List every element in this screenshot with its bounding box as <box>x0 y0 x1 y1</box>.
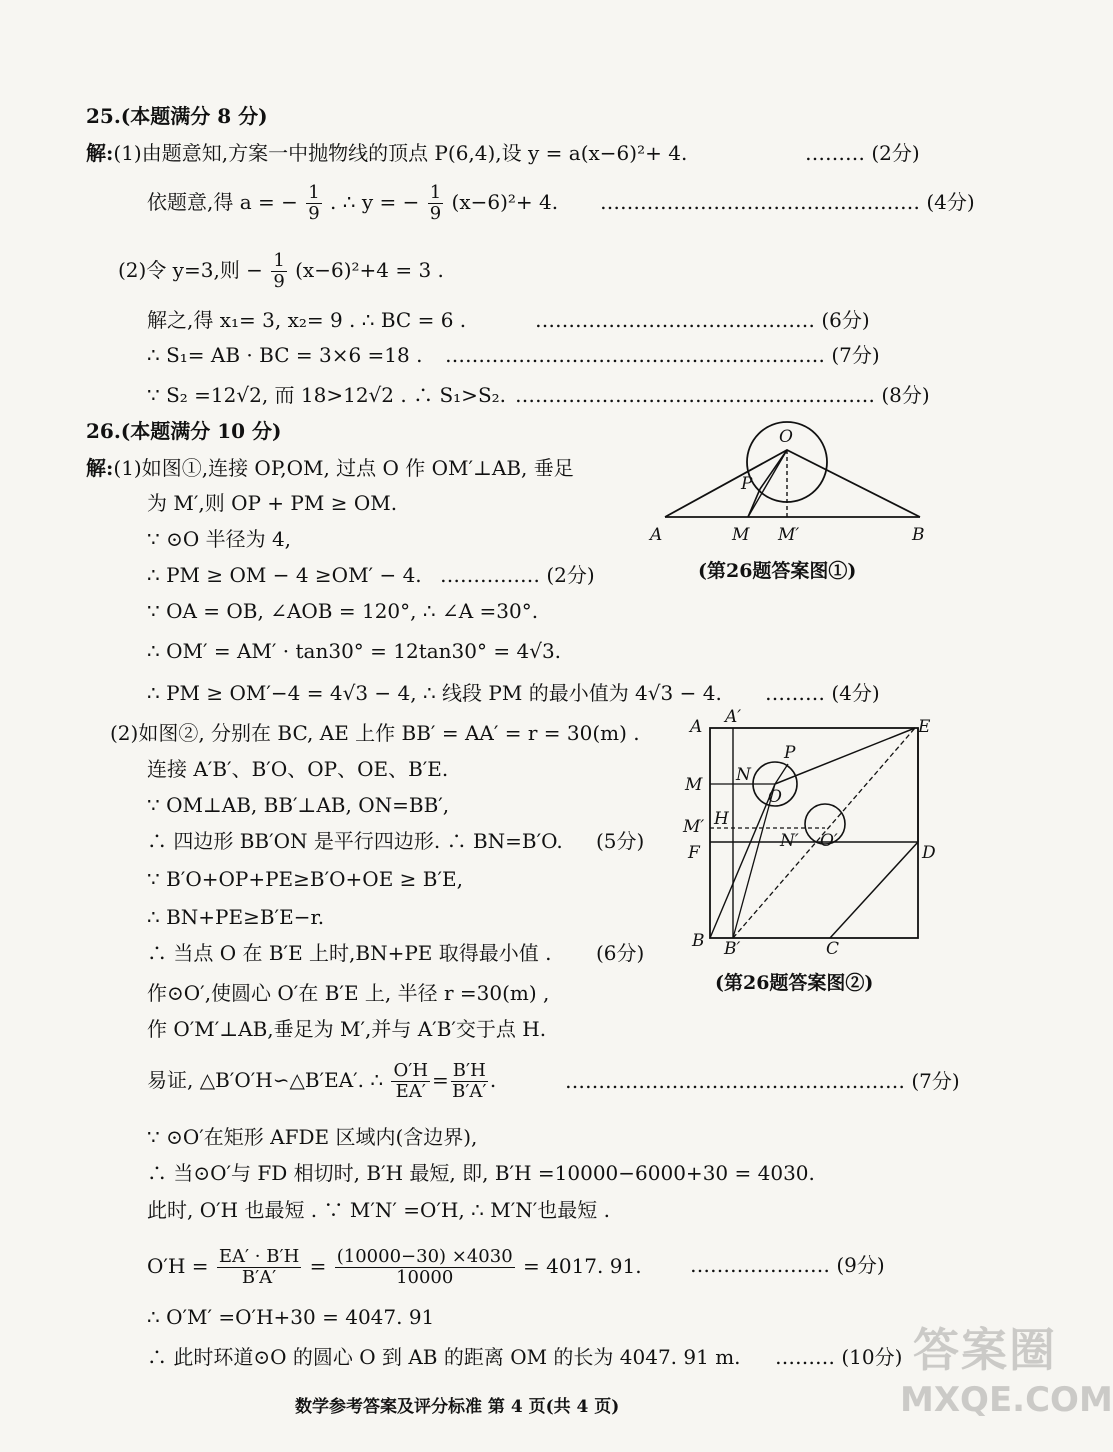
watermark <box>900 1320 1113 1440</box>
q25-score-2: ……… (2分) <box>805 141 920 165</box>
frac-numerator: 1 <box>429 182 442 203</box>
q25-line1-text: (1)由题意知,方案一中抛物线的顶点 P(6,4),设 y = a(x−6)²+ 4. <box>113 141 688 165</box>
q26-part2-line13: 此时, O′H 也最短 . ∵ M′N′ =O′H, ∴ M′N′也最短 . <box>147 1198 611 1222</box>
fraction-bh-over-ba <box>451 1061 488 1102</box>
q26-score-9: ………………… (9分) <box>690 1253 885 1277</box>
label-n-prime: N′ <box>780 831 799 851</box>
equals-sign: = <box>432 1068 449 1092</box>
q26-score-7: …………………………………………… (7分) <box>565 1069 960 1093</box>
frac-denominator: 9 <box>429 203 442 224</box>
figure-1-diagram <box>640 412 940 557</box>
label-b-prime: B′ <box>724 939 741 959</box>
frac-numerator: B′H <box>452 1060 486 1081</box>
label-o: O <box>768 787 782 807</box>
q26-part2-line10 <box>147 1058 496 1102</box>
q26-part2-line1: (2)如图②, 分别在 BC, AE 上作 BB′ = AA′ = r = 30(m) . <box>110 721 640 745</box>
label-a: A <box>690 717 703 737</box>
q26-part2-line16: ∴ 此时环道⊙O 的圆心 O 到 AB 的距离 OM 的长为 4047. 91 m. <box>147 1345 741 1369</box>
fraction-oh-over-ea <box>391 1061 430 1102</box>
segment-b-prime-o <box>733 784 775 938</box>
q25-line3 <box>118 248 444 292</box>
q25-score-8: ……………………………………………… (8分) <box>515 383 930 407</box>
equals-sign: = <box>309 1254 327 1278</box>
frac-numerator: O′H <box>393 1060 429 1081</box>
frac-denominator: B′A′ <box>452 1081 487 1102</box>
fraction-one-ninth <box>306 183 321 224</box>
solution-label: 解: <box>86 141 114 165</box>
q25-line1 <box>86 140 687 166</box>
label-b: B <box>692 931 705 951</box>
label-m: M <box>685 775 703 795</box>
q26-part2-line9: 作 O′M′⊥AB,垂足为 M′,并与 A′B′交于点 H. <box>147 1017 547 1041</box>
period: . <box>489 1068 497 1092</box>
frac-numerator: (10000−30) ×4030 <box>336 1246 513 1267</box>
q26-line14-lhs: O′H = <box>147 1254 209 1278</box>
frac-denominator: B′A′ <box>241 1267 277 1288</box>
fraction-numeric <box>335 1247 515 1288</box>
q26-score-2: …………… (2分) <box>440 563 595 587</box>
q26-part2-line14 <box>147 1242 642 1290</box>
q26-part2-line11: ∵ ⊙O′在矩形 AFDE 区域内(含边界), <box>147 1125 478 1149</box>
frac-denominator: 9 <box>308 203 320 224</box>
triangle-sides <box>665 450 920 517</box>
frac-denominator: EA′ <box>395 1081 426 1102</box>
label-m: M <box>732 525 750 545</box>
label-n: N <box>736 765 751 785</box>
solution-label: 解: <box>86 456 114 480</box>
page-footer: 数学参考答案及评分标准 第 4 页(共 4 页) <box>295 1397 620 1417</box>
q26-line6: ∴ OM′ = AM′ · tan30° = 12tan30° = 4√3. <box>147 639 562 663</box>
fraction-one-ninth <box>428 183 443 224</box>
segment-cd <box>830 842 918 938</box>
q25-line4: 解之,得 x₁= 3, x₂= 9 . ∴ BC = 6 . <box>147 308 467 332</box>
q26-part2-line4: ∴ 四边形 BB′ON 是平行四边形. ∴ BN=B′O. <box>147 829 563 853</box>
frac-denominator: 9 <box>273 271 285 292</box>
q25-score-4: ………………………………………… (4分) <box>600 190 975 214</box>
q26-line4: ∴ PM ≥ OM − 4 ≥OM′ − 4. <box>147 563 422 587</box>
label-e: E <box>918 717 931 737</box>
q25-line6: ∵ S₂ =12√2, 而 18>12√2 . ∴ S₁>S₂. <box>147 383 507 407</box>
label-c: C <box>826 939 840 959</box>
q26-part2-line2: 连接 A′B′、B′O、OP、OE、B′E. <box>147 757 449 781</box>
label-m-prime: M′ <box>683 817 705 837</box>
figure-1-caption: (第26题答案图①) <box>698 560 857 582</box>
label-d: D <box>922 843 936 863</box>
q25-header: 25.(本题满分 8 分) <box>86 104 268 128</box>
frac-numerator: 1 <box>273 250 285 271</box>
segment-bn <box>710 784 775 938</box>
q26-header: 26.(本题满分 10 分) <box>86 419 282 443</box>
label-o: O <box>779 427 793 447</box>
frac-numerator: 1 <box>308 182 320 203</box>
q25-score-6: …………………………………… (6分) <box>535 308 870 332</box>
q25-line3-part-b: (x−6)²+4 = 3 . <box>295 258 444 282</box>
q25-line2-part-b: . ∴ y = − <box>330 190 420 214</box>
q26-line10-text: 易证, △B′O′H∽△B′EA′. ∴ <box>147 1068 384 1092</box>
q25-line5: ∴ S₁= AB · BC = 3×6 =18 . <box>147 343 423 367</box>
frac-denominator: 10000 <box>396 1267 454 1288</box>
q26-line1-text: (1)如图①,连接 OP,OM, 过点 O 作 OM′⊥AB, 垂足 <box>113 456 574 480</box>
q26-part2-line5: ∵ B′O+OP+PE≥B′O+OE ≥ B′E, <box>147 867 463 891</box>
label-p: P <box>784 743 796 763</box>
label-m-prime: M′ <box>778 525 800 545</box>
q25-line2-part-c: (x−6)²+ 4. <box>451 190 559 214</box>
q26-score-5: (5分) <box>596 829 645 853</box>
q26-part2-line12: ∴ 当⊙O′与 FD 相切时, B′H 最短, 即, B′H =10000−6000+30 = 4030. <box>147 1161 815 1185</box>
q26-part2-line6: ∴ BN+PE≥B′E−r. <box>147 905 325 929</box>
label-f: F <box>688 843 700 863</box>
watermark-logo-text: 答案圈 <box>913 1323 1057 1377</box>
q26-score-4: ……… (4分) <box>765 681 880 705</box>
q26-score-10: ……… (10分) <box>775 1345 903 1369</box>
label-b: B <box>912 525 925 545</box>
q26-part2-line8: 作⊙O′,使圆心 O′在 B′E 上, 半径 r =30(m) , <box>147 981 550 1005</box>
q26-part2-line7: ∴ 当点 O 在 B′E 上时,BN+PE 取得最小值 . <box>147 941 552 965</box>
fraction-ea-bh-over-ba <box>217 1247 301 1288</box>
q26-line1 <box>86 455 574 481</box>
q26-line7: ∴ PM ≥ OM′−4 = 4√3 − 4, ∴ 线段 PM 的最小值为 4√3 − 4. <box>147 681 722 705</box>
label-o-prime: O′ <box>820 831 838 851</box>
watermark-url: MXQE.COM <box>900 1380 1113 1420</box>
q26-part2-line15: ∴ O′M′ =O′H+30 = 4047. 91 <box>147 1305 435 1329</box>
figure-2-diagram <box>680 706 950 966</box>
frac-numerator: EA′ · B′H <box>218 1246 300 1267</box>
q26-line5: ∵ OA = OB, ∠AOB = 120°, ∴ ∠A =30°. <box>147 599 539 623</box>
q26-line3: ∵ ⊙O 半径为 4, <box>147 527 292 551</box>
fraction-one-ninth <box>271 251 286 292</box>
q26-score-6: (6分) <box>596 941 645 965</box>
figure-2-caption: (第26题答案图②) <box>715 972 874 994</box>
label-p: P <box>741 474 753 494</box>
q25-line3-part-a: (2)令 y=3,则 − <box>118 258 263 282</box>
label-h: H <box>714 809 729 829</box>
q25-line2-part-a: 依题意,得 a = − <box>147 190 298 214</box>
label-a-prime: A′ <box>725 707 742 727</box>
q26-line14-result: = 4017. 91. <box>523 1254 642 1278</box>
q25-line2 <box>147 180 558 224</box>
label-a: A <box>650 525 663 545</box>
q26-line2: 为 M′,则 OP + PM ≥ OM. <box>147 491 398 515</box>
q26-part2-line3: ∵ OM⊥AB, BB′⊥AB, ON=BB′, <box>147 793 450 817</box>
q25-score-7: ………………………………………………… (7分) <box>445 343 880 367</box>
